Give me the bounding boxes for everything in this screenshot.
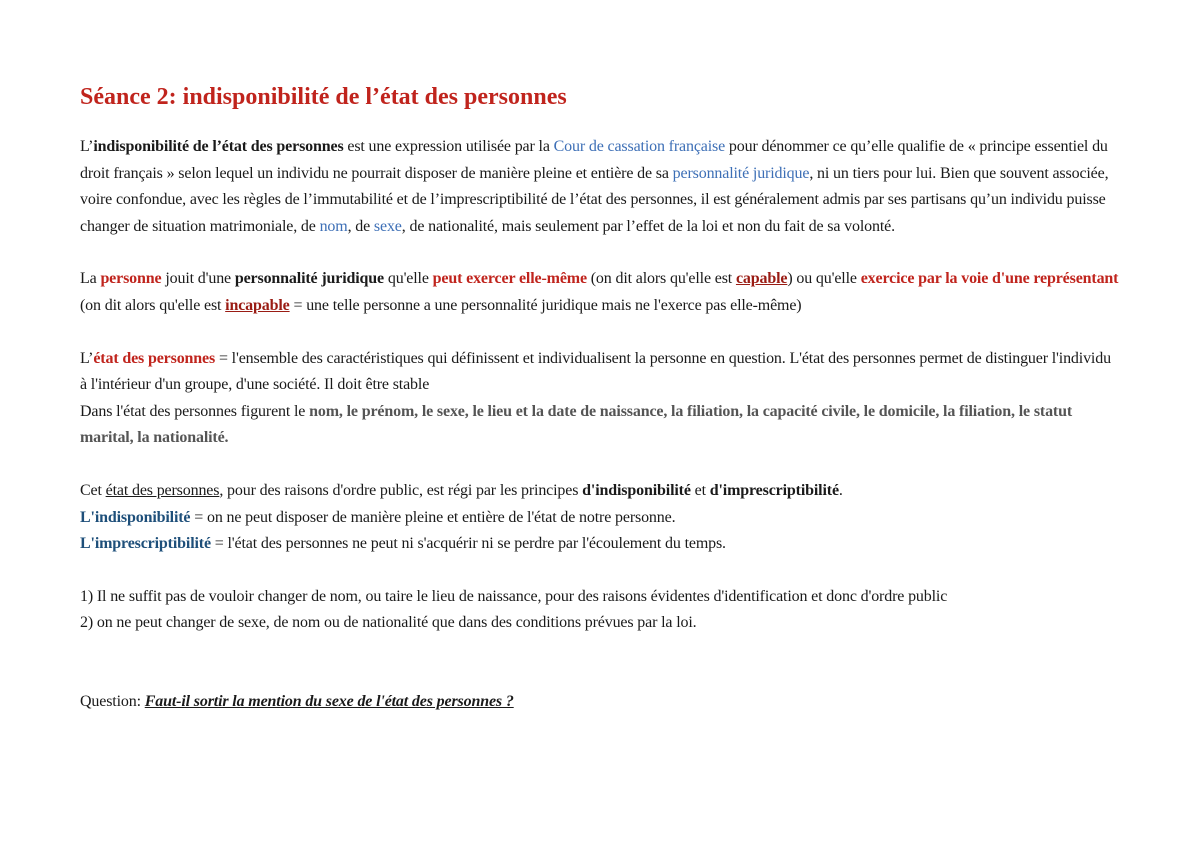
link-sexe[interactable]: sexe <box>373 217 402 235</box>
question-text: Faut-il sortir la mention du sexe de l'état des personnes ? <box>144 692 514 710</box>
keyword: L'indisponibilité <box>80 508 191 526</box>
link-nom[interactable]: nom <box>319 217 348 235</box>
paragraph-definition <box>80 134 1120 240</box>
question-line <box>80 689 1120 716</box>
text: = on ne peut disposer de manière pleine et entière de l'état de notre personne. <box>190 508 676 526</box>
text: ) ou qu'elle <box>787 270 861 288</box>
text: . <box>838 481 843 499</box>
text: , pour des raisons d'ordre public, est régi par les principes <box>219 481 583 499</box>
text: (on dit alors qu'elle est <box>586 270 736 288</box>
bold-term: d'imprescriptibilité <box>709 481 839 499</box>
text: (on dit alors qu'elle est <box>80 296 226 314</box>
text: , de <box>347 217 374 235</box>
paragraph-indisponibilite <box>80 505 1120 532</box>
bold-list: nom, le prénom, le sexe, le lieu et la date de naissance, la filiation, la capacité civile, le domicile, la filiation, le statut marital, la nationalité. <box>80 402 1073 447</box>
text: est une expression utilisée par la <box>343 138 554 155</box>
bold-term: indisponibilité de l’état des personnes <box>93 138 344 155</box>
highlight-term: personne <box>100 270 162 288</box>
text: = une telle personne a une personnalité juridique mais ne l'exerce pas elle-même) <box>289 296 802 314</box>
link-personnalite-juridique[interactable]: personnalité juridique <box>672 164 810 182</box>
text: La <box>80 270 101 288</box>
text: jouit d'une <box>161 270 235 288</box>
text: qu'elle <box>384 270 433 288</box>
text: , ni un tiers pour lui. Bien que souvent associée, voire confondue, avec les règles de l’immutabilité et de l’imprescriptibilité de l’état des personnes, il est généralement admis par ses partisans qu’un individu puisse changer de situation matrimoniale, de <box>80 164 1109 235</box>
underlined-term: capable <box>735 270 788 288</box>
paragraph-etat-des-personnes <box>80 346 1120 399</box>
list-item-1: 1) Il ne suffit pas de vouloir changer de nom, ou taire le lieu de naissance, pour des raisons évidentes d'identification et donc d'ordre public <box>80 587 948 605</box>
highlight-term: état des personnes <box>93 349 216 367</box>
bold-term: personnalité juridique <box>234 270 385 288</box>
text: Dans l'état des personnes figurent le <box>80 402 310 420</box>
text: Cet <box>80 481 106 499</box>
text: et <box>690 481 710 499</box>
text: = l'état des personnes ne peut ni s'acquérir ni se perdre par l'écoulement du temps. <box>210 535 726 553</box>
link-cour-de-cassation[interactable]: Cour de cassation française <box>553 138 726 155</box>
underlined-term: état des personnes <box>105 481 220 499</box>
paragraph-imprescriptibilite <box>80 531 1120 558</box>
page-title: Séance 2: indisponibilité de l’état des personnes <box>80 84 567 110</box>
highlight-term: peut exercer elle-même <box>432 270 587 288</box>
text: = l'ensemble des caractéristiques qui définissent et individualisent la personne en question. L'état des personnes permet de distinguer l'individu à l'intérieur d'un groupe, d'une société. Il doit être stable <box>80 349 1111 394</box>
paragraph-principes <box>80 478 1120 505</box>
bold-term: d'indisponibilité <box>582 481 691 499</box>
list-item-2: 2) on ne peut changer de sexe, de nom ou de nationalité que dans des conditions prévues par la loi. <box>80 614 697 632</box>
keyword: L'imprescriptibilité <box>80 535 211 553</box>
paragraph-elements <box>80 399 1120 452</box>
text: L’ <box>80 138 94 155</box>
underlined-term: incapable <box>225 296 290 314</box>
text: , de nationalité, mais seulement par l’effet de la loi et non du fait de sa volonté. <box>401 217 895 235</box>
paragraph-personne <box>80 266 1120 319</box>
text: L’ <box>80 349 94 367</box>
question-label: Question: <box>80 692 145 710</box>
highlight-term: exercice par la voie d'une représentant <box>860 270 1119 288</box>
text: pour dénommer ce qu’elle qualifie de « principe essentiel du droit français » selon lequel un individu ne pourrait disposer de manière pleine et entière de sa <box>80 138 1108 182</box>
